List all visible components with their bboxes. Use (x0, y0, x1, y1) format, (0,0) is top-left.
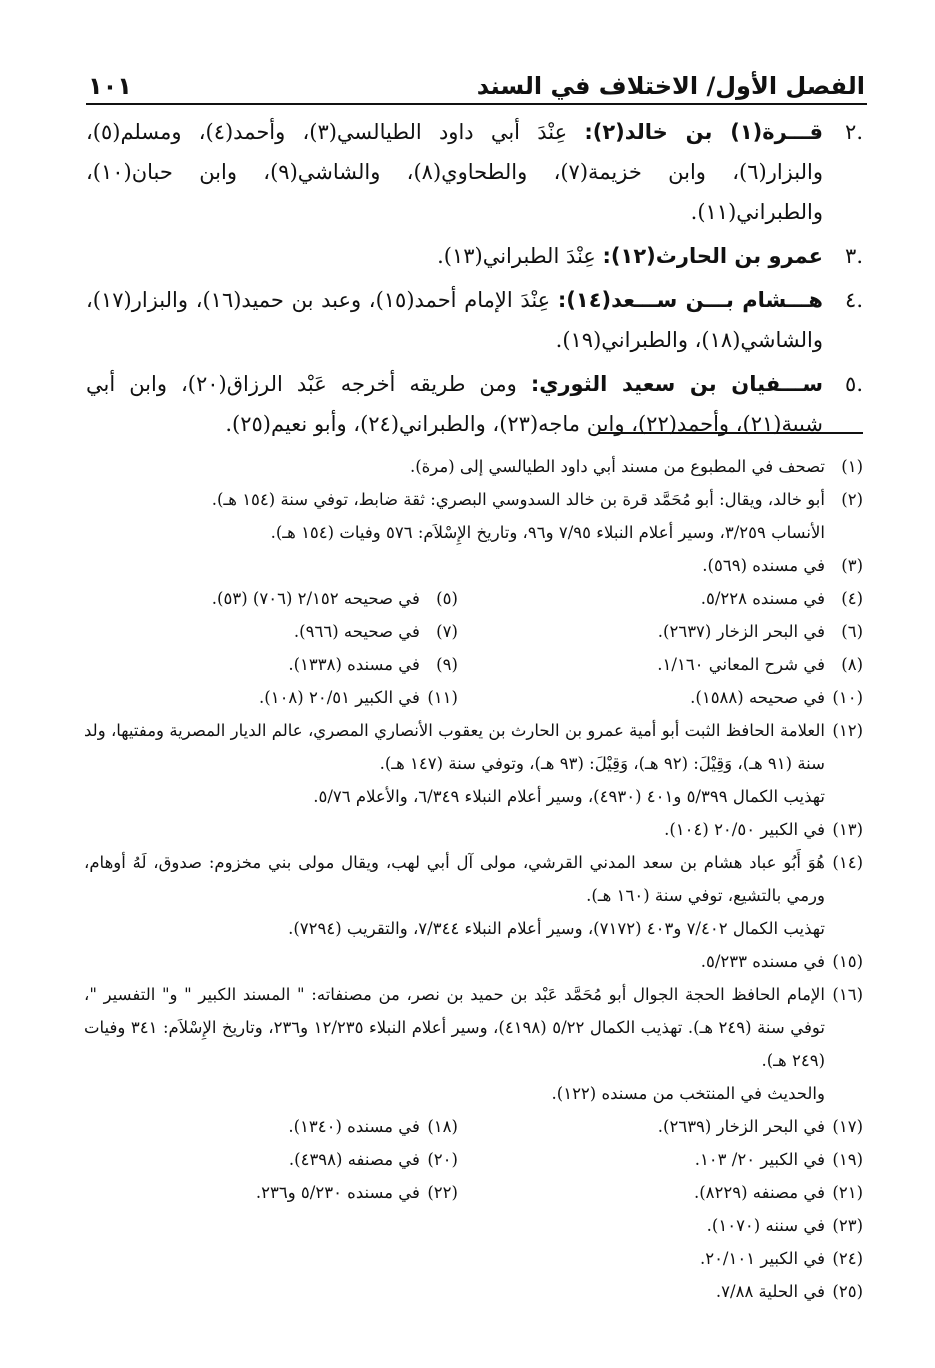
footnote: (٢) أبو خالد، ويقال: أبو مُحَمَّد قرة بن خالد السدوسي البصري: ثقة ضابط، توفي سنة (١٥٤ هـ). (211, 490, 863, 509)
footnote: (٩) في مسنده (١٣٣٨). (288, 655, 458, 674)
footnote: (٢٣) في سننه (١٠٧٠). (706, 1216, 863, 1235)
footnote: (١٩) في الكبير ٢٠/ ١٠٣. (694, 1150, 863, 1169)
footnote: (٧) في صحيحه (٩٦٦). (293, 622, 458, 641)
narrator-sources: عِنْدَ الإمام أحمد(١٥)، وعبد بن حميد(١٦)، والبزار(١٧)، والشاشي(١٨)، والطبراني(١٩). (86, 288, 823, 352)
footnote: (١٨) في مسنده (١٣٤٠). (288, 1117, 458, 1136)
footnote-pair (84, 648, 863, 681)
narrator-item (86, 280, 863, 360)
footnote-continuation: الأنساب ٣/٢٥٩، وسير أعلام النبلاء ٧/٩٥ و٩٦، وتاريخ الإِسْلاَم: ٥٧٦ وفيات (١٥٤ هـ). (270, 523, 825, 542)
footnote: (١٦) الإمام الحافظ الحجة الجوال أبو مُحَمَّد عَبْد بن حميد بن نصر، من مصنفاته: " المسند الكبير " و" التفسير "، توفي سنة (٢٤٩ هـ). تهذيب الكمال ٥/٢٢ (٤١٩٨)، وسير أعلام النبلاء ١٢/٢٣٥ و٢٣٦، وتاريخ الإِسْلاَم: ٣٤١ وفيات (٢٤٩ هـ). (84, 985, 863, 1070)
narrator-item (86, 236, 863, 276)
footnote: (١٣) في الكبير ٢٠/٥٠ (١٠٤). (664, 820, 863, 839)
footnote-continuation: تهذيب الكمال ٥/٣٩٩ و٤٠١ (٤٩٣٠)، وسير أعلام النبلاء ٦/٣٤٩، والأعلام ٥/٧٦. (313, 787, 825, 806)
page-number: ١٠١ (88, 72, 132, 100)
item-number: .٢ (845, 120, 863, 144)
narrator-sources: عِنْدَ الطبراني(١٣). (437, 244, 603, 268)
footnote-pair (84, 582, 863, 615)
footnote-pair (84, 1110, 863, 1143)
footnote: (١٠) في صحيحه (١٥٨٨). (690, 688, 863, 707)
footnote-pair (84, 1176, 863, 1209)
main-text (86, 112, 863, 448)
narrator-name: ســـفيان بن سعيد الثوري: (530, 372, 823, 396)
footnote-pair (84, 1143, 863, 1176)
footnote: (١) تصحف في المطبوع من مسند أبي داود الطيالسي إلى (مرة). (409, 457, 863, 476)
footnote: (١٢) العلامة الحافظ الثبت أبو أمية عمرو بن الحارث بن يعقوب الأنصاري المصري، عالم الديار المصرية ومفتيها، ولد سنة (٩١ هـ)، وَقِيْلَ: (٩٢ هـ)، وَقِيْلَ: (٩٣ هـ)، وتوفي سنة (١٤٧ هـ). (84, 721, 863, 773)
footnote: (٤) في مسنده ٥/٢٢٨. (700, 589, 863, 608)
narrator-name: قـــرة(١) بن خالد(٢): (584, 120, 823, 144)
footnote: (١٧) في البحر الزخار (٢٦٣٩). (657, 1117, 863, 1136)
item-number: .٥ (845, 372, 863, 396)
footnote: (١٤) هُوَ أَبُو عباد هشام بن سعد المدني القرشي، مولى آل أبي لهب، ويقال مولى بني مخزوم: صدوق، لَهُ أوهام، ورمي بالتشيع، توفي سنة (١٦٠ هـ). (84, 853, 863, 905)
footnote: (٨) في شرح المعاني ١/١٦٠. (657, 655, 863, 674)
footnote: (٢٤) في الكبير ٢٠/١٠١. (699, 1249, 863, 1268)
footnote: (٢٢) في مسنده ٥/٢٣٠ و٢٣٦. (255, 1183, 458, 1202)
running-header (88, 60, 865, 100)
footnote: (٥) في صحيحه ٢/١٥٢ (٧٠٦) (٥٣). (211, 589, 458, 608)
footnote: (٢١) في مصنفه (٨٢٢٩). (693, 1183, 863, 1202)
footnote-pair (84, 615, 863, 648)
header-rule (86, 103, 867, 105)
footnote: (٦) في البحر الزخار (٢٦٣٧). (657, 622, 863, 641)
footnote-continuation: والحديث في المنتخب من مسنده (١٢٢). (551, 1084, 825, 1103)
footnote: (٣) في مسنده (٥٦٩). (702, 556, 863, 575)
footnote: (٢٥) في الحلية ٧/٨٨. (715, 1282, 863, 1301)
narrator-name: هـــشام بـــن ســـعد(١٤): (557, 288, 823, 312)
footnote-pair (84, 681, 863, 714)
narrator-item (86, 112, 863, 232)
footnote: (١١) في الكبير ٢٠/٥١ (١٠٨). (259, 688, 458, 707)
footnote-separator (598, 432, 863, 434)
narrator-sources: عِنْدَ أبي داود الطيالسي(٣)، وأحمد(٤)، ومسلم(٥)، والبزار(٦)، وابن خزيمة(٧)، والطحاوي(٨)، والشاشي(٩)، وابن حبان(١٠)، والطبراني(١١). (86, 120, 823, 224)
footnotes (84, 450, 863, 1308)
chapter-title: الفصل الأول/ الاختلاف في السند (476, 72, 865, 100)
footnote-continuation: تهذيب الكمال ٧/٤٠٢ و٤٠٣ (٧١٧٢)، وسير أعلام النبلاء ٧/٣٤٤، والتقريب (٧٢٩٤). (288, 919, 825, 938)
item-number: .٣ (845, 244, 863, 268)
narrator-name: عمرو بن الحارث(١٢): (602, 244, 823, 268)
item-number: .٤ (845, 288, 863, 312)
footnote: (١٥) في مسنده ٥/٢٣٣. (700, 952, 863, 971)
footnote: (٢٠) في مصنفه (٤٣٩٨). (288, 1150, 458, 1169)
narrator-sources: ومن طريقه أخرجه عَبْد الرزاق(٢٠)، وابن أبي شيبة(٢١)، وأحمد(٢٢)، وابن ماجه(٢٣)، والطبراني(٢٤)، وأبو نعيم(٢٥). (86, 372, 823, 436)
